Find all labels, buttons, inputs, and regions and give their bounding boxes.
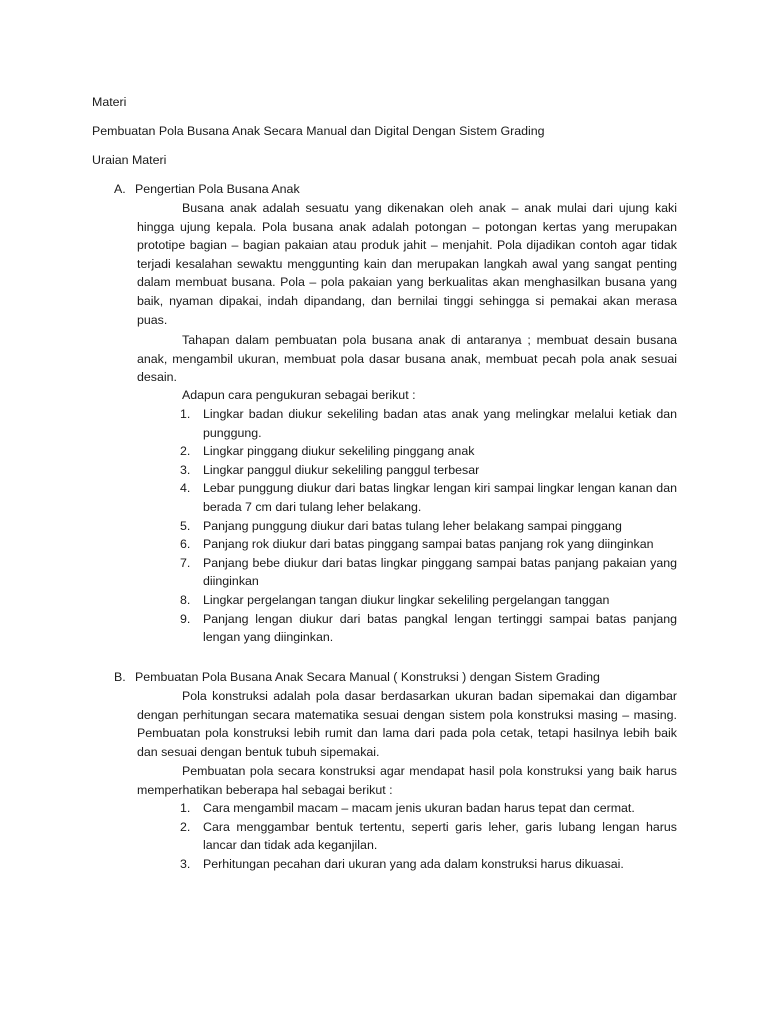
section-a-letter: A. — [114, 182, 126, 196]
list-item: 4. Lebar punggung diukur dari batas lingkar lengan kiri sampai lingkar lengan kanan dan berada 7 cm dari tulang leher belakang. — [180, 481, 677, 514]
list-item: 5. Panjang punggung diukur dari batas tulang leher belakang sampai pinggang — [180, 518, 622, 533]
section-a-list — [180, 405, 677, 647]
section-b-heading — [114, 668, 600, 687]
list-item: 3. Lingkar panggul diukur sekeliling panggul terbesar — [180, 462, 480, 477]
document-title: Pembuatan Pola Busana Anak Secara Manual dan Digital Dengan Sistem Grading — [92, 124, 545, 138]
section-b-list — [180, 799, 677, 873]
section-a-para2: Tahapan dalam pembuatan pola busana anak di antaranya ; membuat desain busana anak, mengambil ukuran, membuat pola dasar busana anak, membuat pecah pola anak sesuai desain. — [137, 333, 677, 385]
section-a-list-intro: Adapun cara pengukuran sebagai berikut : — [182, 388, 416, 402]
section-a-heading — [114, 180, 300, 199]
section-b-title: Pembuatan Pola Busana Anak Secara Manual ( Konstruksi ) dengan Sistem Grading — [135, 670, 600, 684]
section-b-para2: Pembuatan pola secara konstruksi agar mendapat hasil pola konstruksi yang baik harus memperhatikan beberapa hal sebagai berikut : — [137, 764, 677, 797]
list-item: 9. Panjang lengan diukur dari batas pangkal lengan tertinggi sampai batas panjang lengan yang diinginkan. — [180, 611, 677, 645]
list-item: 8. Lingkar pergelangan tangan diukur lingkar sekeliling pergelangan tanggan — [180, 592, 610, 607]
label-uraian-materi: Uraian Materi — [92, 153, 167, 167]
list-item: 2. Lingkar pinggang diukur sekeliling pinggang anak — [180, 444, 475, 459]
section-b-letter: B. — [114, 670, 126, 684]
list-item: 3. Perhitungan pecahan dari ukuran yang ada dalam konstruksi harus dikuasai. — [180, 856, 624, 871]
list-item: 1. Lingkar badan diukur sekeliling badan atas anak yang melingkar melalui ketiak dan punggung. — [180, 407, 677, 440]
section-a-title: Pengertian Pola Busana Anak — [135, 182, 300, 196]
list-item: 7. Panjang bebe diukur dari batas lingkar pinggang sampai batas panjang pakaian yang diinginkan — [180, 555, 677, 589]
list-item: 6. Panjang rok diukur dari batas pinggang sampai batas panjang rok yang diinginkan — [180, 537, 654, 552]
section-b-para1: Pola konstruksi adalah pola dasar berdasarkan ukuran badan sipemakai dan digambar dengan perhitungan secara matematika sesuai dengan sistem pola konstruksi masing – masing. Pembuatan pola konstruksi lebih rumit dan lama dari pada pola cetak, tetapi hasilnya lebih baik dan sesuai dengan bentuk tubuh sipemakai. — [137, 689, 677, 759]
list-item: 2. Cara menggambar bentuk tertentu, seperti garis leher, garis lubang lengan harus lancar dan tidak ada keganjilan. — [180, 819, 677, 853]
list-item: 1. Cara mengambil macam – macam jenis ukuran badan harus tepat dan cermat. — [180, 801, 635, 815]
label-materi: Materi — [92, 95, 127, 109]
section-a-para1: Busana anak adalah sesuatu yang dikenakan oleh anak – anak mulai dari ujung kaki hingga ujung kepala. Pola busana anak adalah potongan – potongan kertas yang merupakan prototipe bagian – bagian pakaian atau produk jahit – menjahit. Pola dijadikan contoh agar tidak terjadi kesalahan sewaktu menggunting kain dan merupakan langkah awal yang sangat penting dalam membuat busana. Pola – pola pakaian yang berkualitas akan menghasilkan busana yang baik, nyaman dipakai, indah dipandang, dan bernilai tinggi sehingga si pemakai akan merasa puas. — [137, 201, 677, 327]
